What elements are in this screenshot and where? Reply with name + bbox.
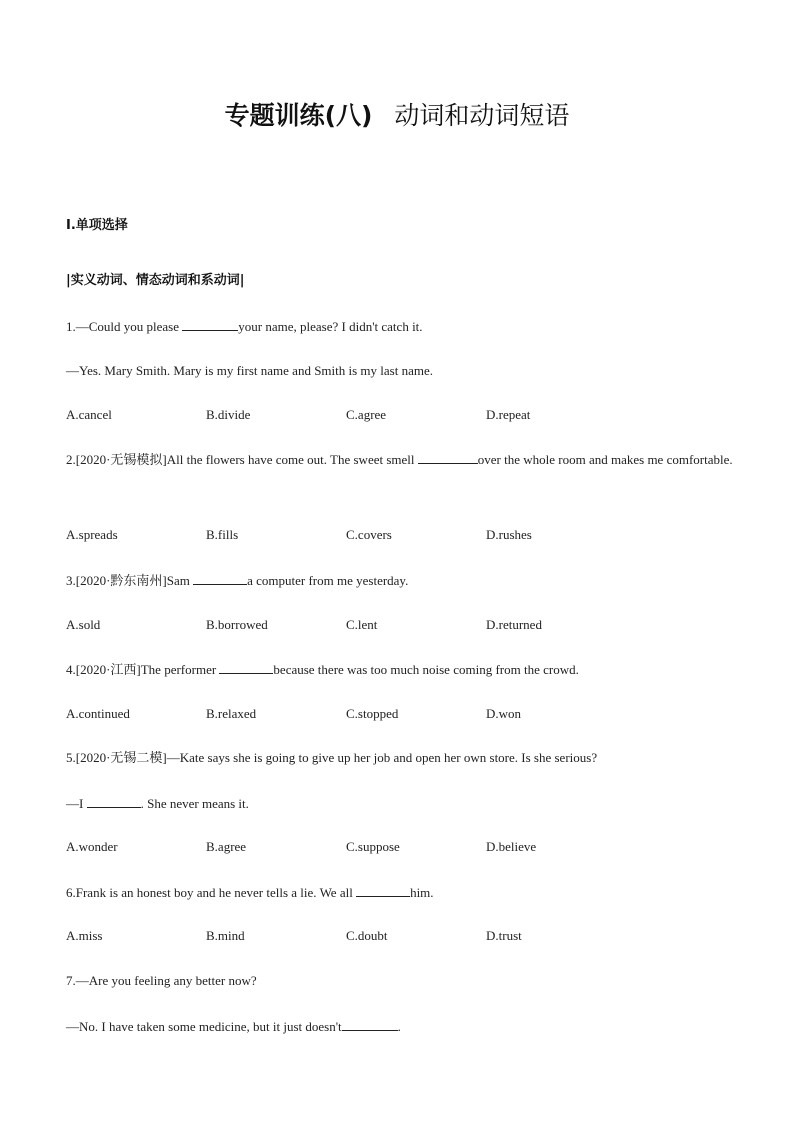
question-1-reply: —Yes. Mary Smith. Mary is my first name and Smith is my last name. [66,363,433,378]
option-a[interactable]: A.sold [66,617,101,632]
title-sub: 动词和动词短语 [394,101,570,130]
option-b[interactable]: B.mind [206,928,245,943]
title-main: 专题训练(八) [224,101,373,130]
option-c[interactable]: C.suppose [346,839,400,854]
answer-blank [193,572,247,585]
option-d[interactable]: D.repeat [486,407,531,422]
option-b[interactable]: B.borrowed [206,617,268,632]
option-c[interactable]: C.doubt [346,928,388,943]
answer-blank [219,661,273,674]
option-a[interactable]: A.continued [66,706,130,721]
option-b[interactable]: B.fills [206,527,239,542]
question-1-stem: 1.—Could you please your name, please? I didn't catch it. [66,319,423,334]
option-c[interactable]: C.lent [346,617,378,632]
option-d[interactable]: D.trust [486,928,522,943]
option-c[interactable]: C.covers [346,527,392,542]
answer-blank [342,1018,398,1031]
question-7-reply: —No. I have taken some medicine, but it just doesn't . [66,1019,401,1034]
question-4-stem: 4.[2020·江西]The performer because there was too much noise coming from the crowd. [66,662,579,677]
option-d[interactable]: D.rushes [486,527,532,542]
option-d[interactable]: D.believe [486,839,537,854]
option-b[interactable]: B.divide [206,407,251,422]
subsection-heading: |实义动词、情态动词和系动词| [66,273,245,288]
option-a[interactable]: A.cancel [66,407,112,422]
option-d[interactable]: D.won [486,706,522,721]
option-d[interactable]: D.returned [486,617,542,632]
option-a[interactable]: A.wonder [66,839,118,854]
option-c[interactable]: C.agree [346,407,387,422]
option-a[interactable]: A.spreads [66,527,118,542]
option-b[interactable]: B.agree [206,839,247,854]
answer-blank [356,884,410,897]
question-6-stem: 6.Frank is an honest boy and he never tells a lie. We all him. [66,885,434,900]
page-title [0,96,794,132]
answer-blank [182,318,238,331]
option-a[interactable]: A.miss [66,928,103,943]
question-3-stem: 3.[2020·黔东南州]Sam a computer from me yesterday. [66,573,409,588]
option-b[interactable]: B.relaxed [206,706,257,721]
answer-blank [418,451,478,464]
section-heading: Ⅰ.单项选择 [66,218,128,233]
question-5-reply: —I . She never means it. [66,796,249,811]
question-2-stem: 2.[2020·无锡模拟]All the flowers have come out. The sweet smell over the whole room and makes me comfortable. [66,452,733,467]
question-7-stem: 7.—Are you feeling any better now? [66,973,257,988]
option-c[interactable]: C.stopped [346,706,399,721]
answer-blank [87,795,141,808]
question-5-stem: 5.[2020·无锡二模]—Kate says she is going to give up her job and open her own store. Is she serious? [66,750,598,765]
